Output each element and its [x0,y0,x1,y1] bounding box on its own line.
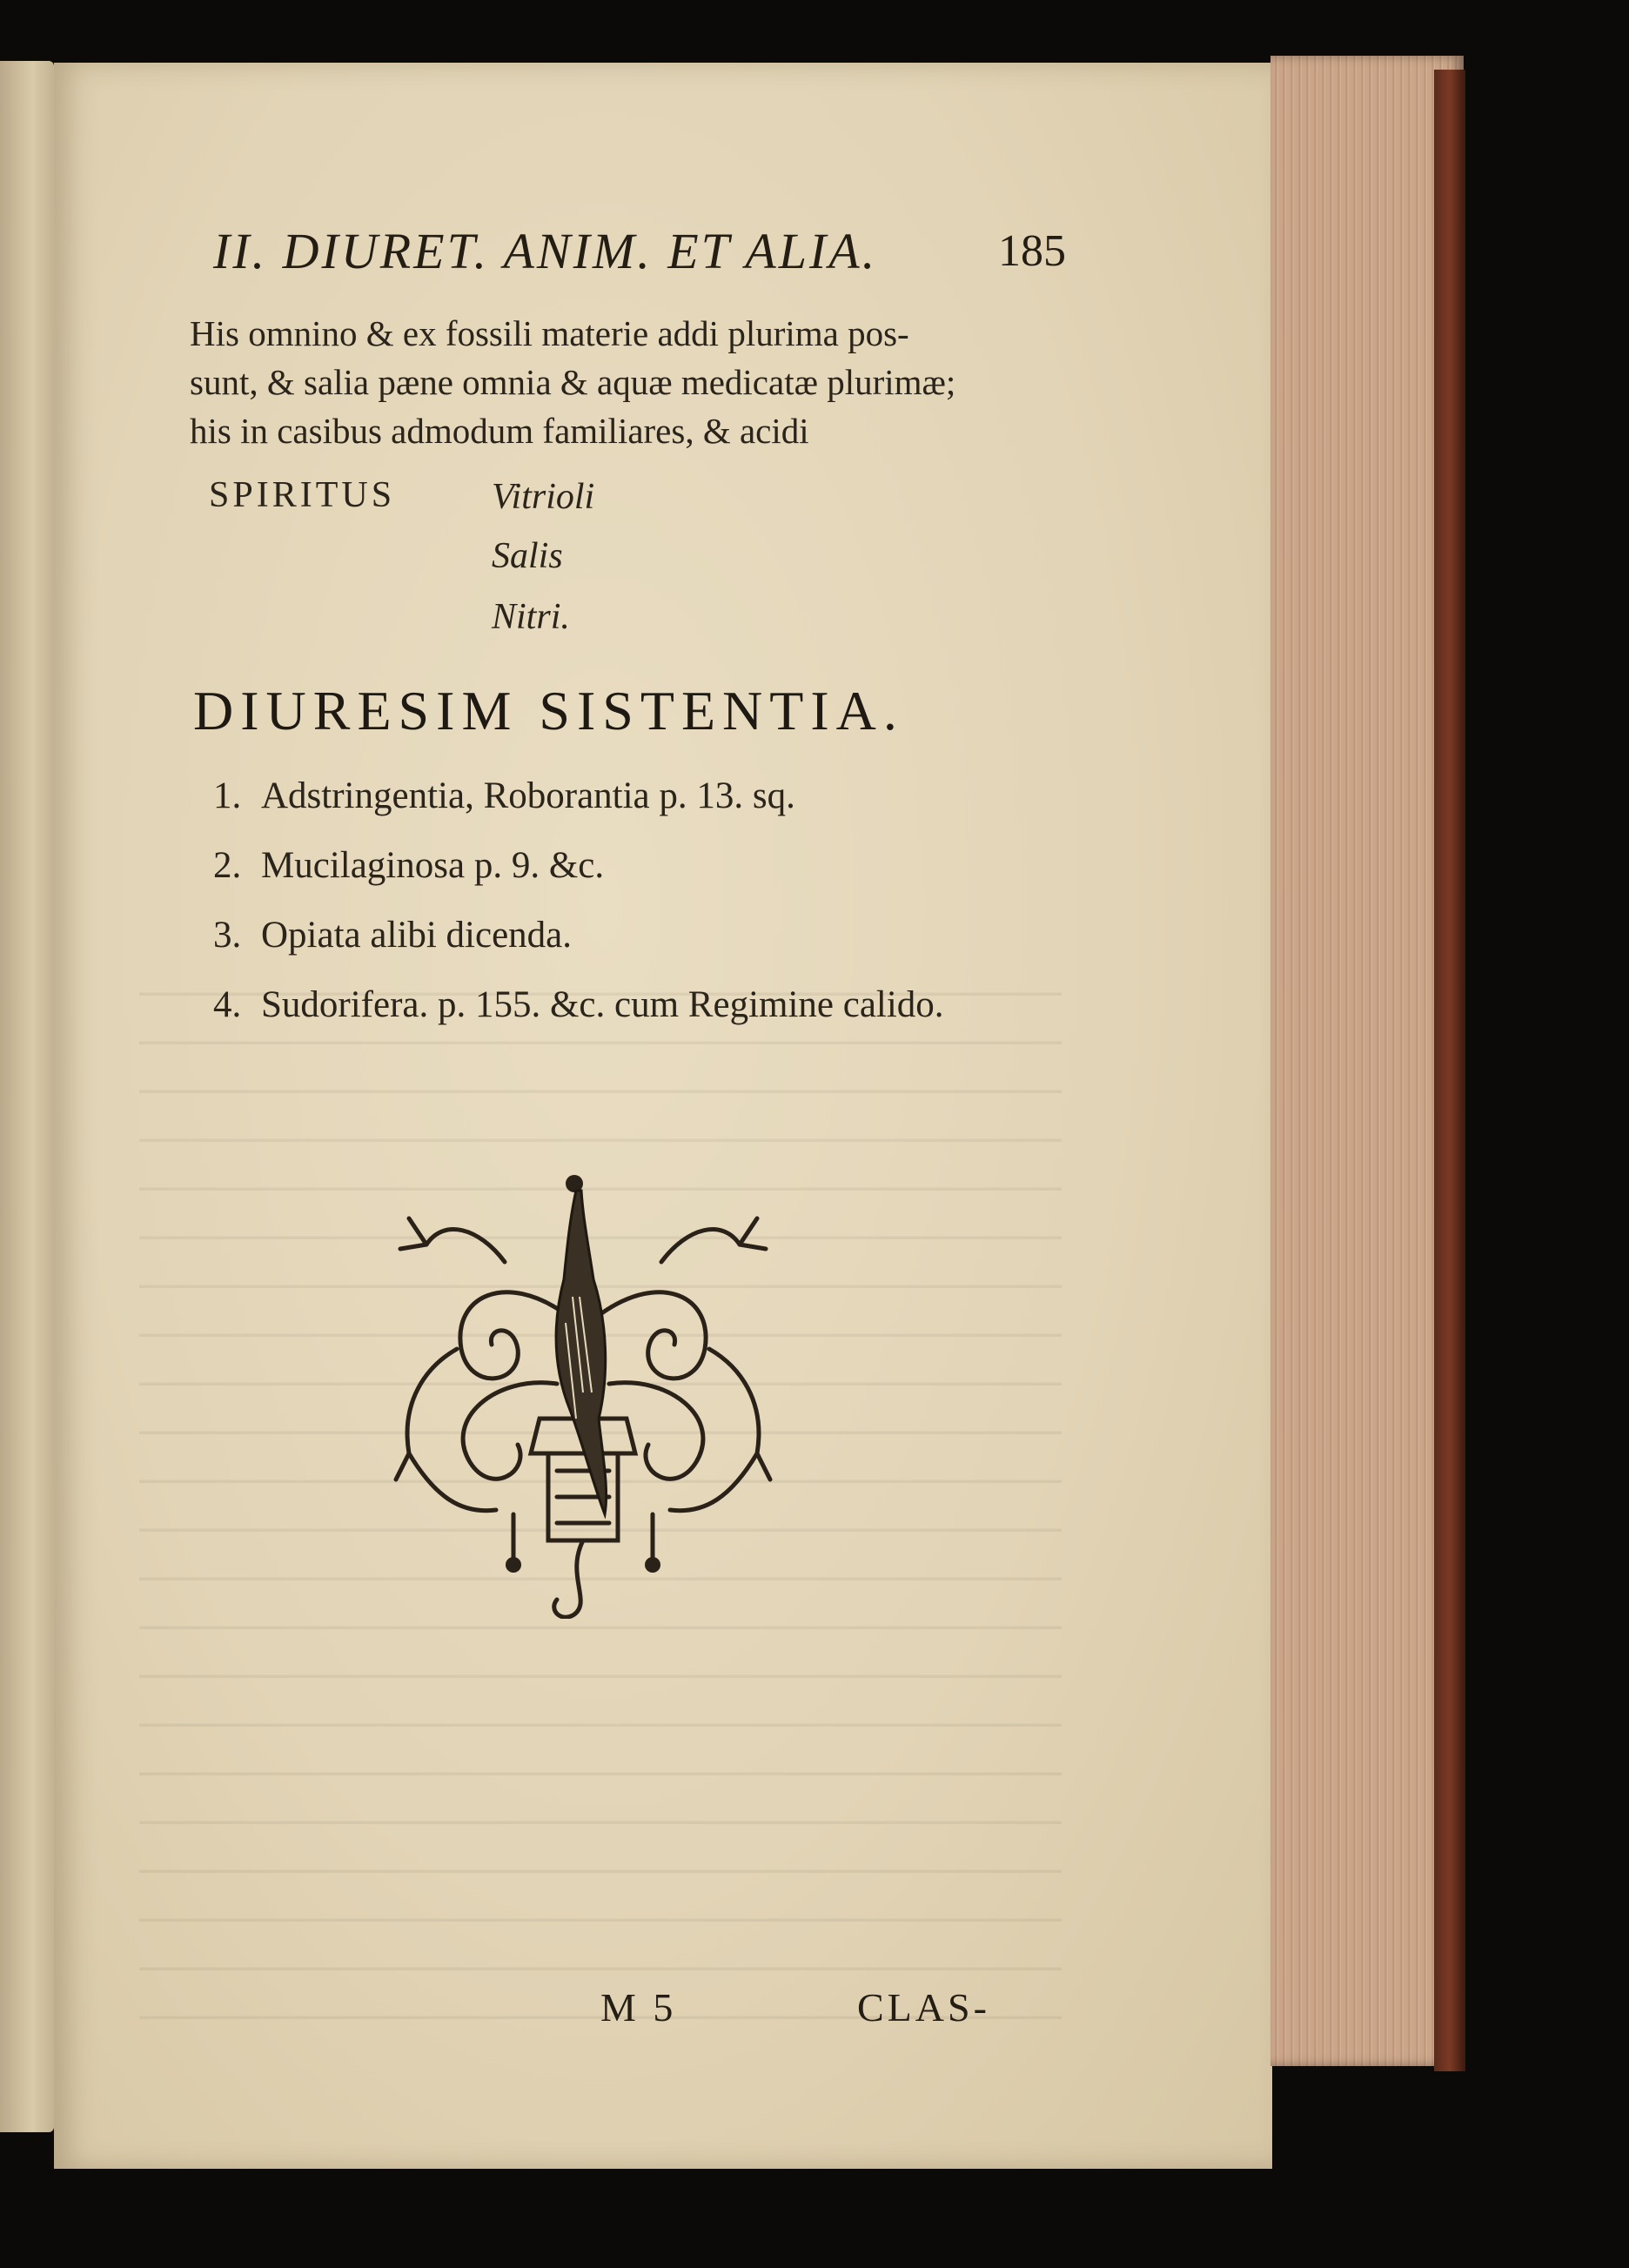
spiritus-label: SPIRITUS [209,475,396,515]
paragraph-line: His omnino & ex fossili materie addi plurima pos- [190,313,909,353]
section-heading: DIURESIM SISTENTIA. [193,680,904,741]
page-number: 185 [998,226,1066,276]
list-number: 4. [213,984,242,1025]
list-text: Adstringentia, Roborantia p. 13. sq. [261,775,795,816]
list-text: Sudorifera. p. 155. &c. cum Regimine calido. [261,984,944,1025]
list-number: 2. [213,845,242,886]
spiritus-item: Salis [492,536,563,576]
list-text: Opiata alibi dicenda. [261,915,572,956]
paragraph-line: sunt, & salia pæne omnia & aquæ medicatæ plurimæ; [190,362,956,402]
catchword: CLAS- [857,1985,990,2030]
peacock-ornament-icon [374,1166,792,1619]
list-item [213,844,1083,914]
running-head-title: II. DIURET. ANIM. ET ALIA. [213,223,878,279]
list-text: Mucilaginosa p. 9. &c. [261,845,605,886]
list-item [213,775,1083,844]
left-page-edge [0,61,54,2132]
spiritus-list [209,474,595,517]
intro-paragraph [190,309,1060,455]
list-item [213,983,1083,1053]
running-head [213,222,1066,283]
list-item [213,914,1083,983]
list-number: 3. [213,915,242,956]
remedy-list [213,775,1083,1053]
book-cover-edge [1434,70,1465,2071]
signature-mark: M 5 [600,1985,677,2030]
list-number: 1. [213,775,242,816]
paragraph-line: his in casibus admodum familiares, & acidi [190,411,809,451]
spiritus-item: Nitri. [492,597,570,637]
spiritus-item: Vitrioli [492,477,595,517]
